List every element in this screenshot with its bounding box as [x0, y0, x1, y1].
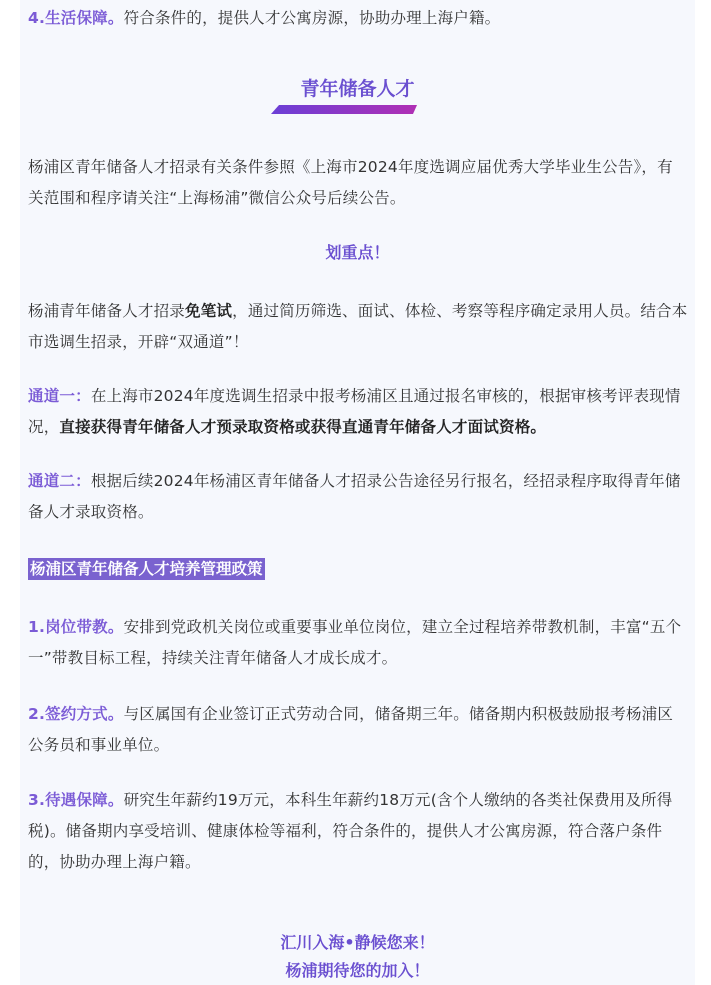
policy-item-3-label: 3.待遇保障。: [28, 791, 124, 809]
policy-item-2: [28, 699, 688, 761]
policy-item-1: [28, 612, 688, 674]
section-title-underline: [271, 105, 417, 114]
closing-line-2: 杨浦期待您的加入！: [285, 961, 430, 980]
policy-item-1-text: 安排到党政机关岗位或重要事业单位岗位，建立全过程培养带教机制，丰富“五个一”带教目标工程，持续关注青年储备人才成长成才。: [28, 618, 682, 667]
key-points-before: 杨浦青年储备人才招录: [28, 302, 186, 320]
policy-item-2-label: 2.签约方式。: [28, 705, 124, 723]
policy-item-1-label: 1.岗位带教。: [28, 618, 124, 636]
policy-heading: 杨浦区青年储备人才培养管理政策: [30, 560, 263, 578]
intro-paragraph: 杨浦区青年储备人才招录有关条件参照《上海市2024年度选调应届优秀大学毕业生公告》，有关范围和程序请关注“上海杨浦”微信公众号后续公告。: [28, 158, 673, 207]
life-guarantee-label: 4.生活保障。: [28, 9, 124, 27]
life-guarantee-text: 符合条件的，提供人才公寓房源，协助办理上海户籍。: [123, 9, 501, 27]
key-points-paragraph: [28, 296, 688, 358]
policy-item-3: [28, 785, 688, 878]
channel-two-label: 通道二：: [28, 472, 91, 490]
channel-one-text: 在上海市2024年度选调生招录中报考杨浦区且通过报名审核的，根据审核考评表现情况，: [28, 387, 681, 436]
channel-one-label: 通道一：: [28, 387, 91, 405]
channel-two-paragraph: [28, 466, 688, 528]
channel-one-bold: 直接获得青年储备人才预录取资格或获得直通青年储备人才面试资格。: [59, 418, 547, 436]
closing-line-1: 汇川入海•静候您来！: [280, 933, 435, 952]
policy-item-2-text: 与区属国有企业签订正式劳动合同，储备期三年。储备期内积极鼓励报考杨浦区公务员和事业单位。: [28, 705, 674, 754]
key-points-bold: 免笔试: [185, 302, 233, 320]
life-guarantee-paragraph: [28, 3, 688, 34]
policy-item-3-text: 研究生年薪约19万元，本科生年薪约18万元(含个人缴纳的各类社保费用及所得税)。储备期内享受培训、健康体检等福利，符合条件的，提供人才公寓房源，符合落户条件的，协助办理上海户籍。: [28, 791, 673, 871]
channel-one-paragraph: [28, 381, 688, 443]
channel-two-text: 根据后续2024年杨浦区青年储备人才招录公告途径另行报名，经招录程序取得青年储备人才录取资格。: [28, 472, 681, 521]
section-title: 青年储备人才: [300, 78, 415, 100]
key-points-heading: 划重点！: [325, 243, 390, 262]
key-points-after: ，通过简历筛选、面试、体检、考察等程序确定录用人员。结合本市选调生招录，开辟“双通道”！: [28, 302, 688, 351]
